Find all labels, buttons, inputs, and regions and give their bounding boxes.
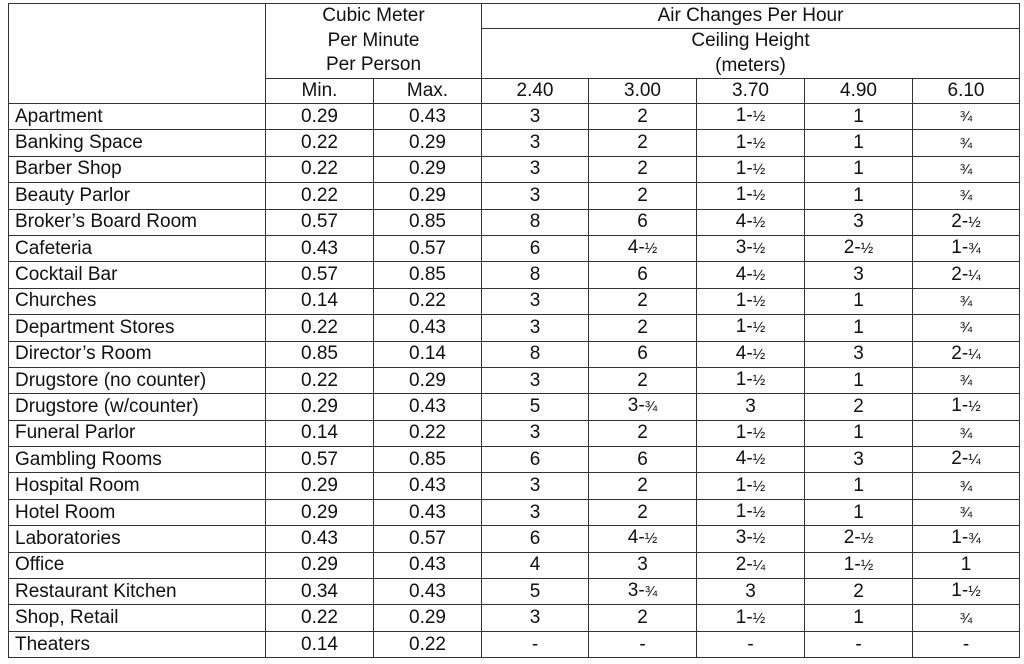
table-row xyxy=(9,473,1020,499)
min-cfm-cell: 0.22 xyxy=(266,367,374,393)
height-header: 2.40 xyxy=(482,79,589,104)
ach-cell: 1 xyxy=(913,552,1020,578)
space-type-cell: Department Stores xyxy=(9,315,266,341)
ach-cell: ¾ xyxy=(913,605,1020,631)
space-type-cell: Funeral Parlor xyxy=(9,420,266,446)
max-cfm-cell: 0.43 xyxy=(374,552,482,578)
ach-cell: 2 xyxy=(589,499,697,525)
space-type-cell: Banking Space xyxy=(9,130,266,156)
ach-cell: 2 xyxy=(805,394,913,420)
min-cfm-cell: 0.43 xyxy=(266,526,374,552)
ach-cell: ¾ xyxy=(913,104,1020,130)
ach-cell: 8 xyxy=(482,262,589,288)
ach-cell: 3 xyxy=(482,605,589,631)
ach-cell: ¾ xyxy=(913,288,1020,314)
min-cfm-cell: 0.14 xyxy=(266,631,374,657)
ach-cell: 2 xyxy=(589,104,697,130)
ach-cell: 3 xyxy=(482,367,589,393)
min-cfm-cell: 0.57 xyxy=(266,447,374,473)
max-cfm-cell: 0.43 xyxy=(374,499,482,525)
ach-cell: 1-½ xyxy=(697,288,805,314)
ach-cell: 2-¼ xyxy=(913,262,1020,288)
max-cfm-cell: 0.43 xyxy=(374,315,482,341)
ach-cell: 1 xyxy=(805,156,913,182)
ach-cell: 2 xyxy=(805,579,913,605)
max-cfm-cell: 0.43 xyxy=(374,579,482,605)
table-row xyxy=(9,605,1020,631)
ach-cell: 1-½ xyxy=(697,104,805,130)
ach-cell: 3 xyxy=(482,183,589,209)
min-cfm-cell: 0.57 xyxy=(266,209,374,235)
table-header xyxy=(9,4,1020,104)
space-type-cell: Beauty Parlor xyxy=(9,183,266,209)
table-row xyxy=(9,579,1020,605)
min-cfm-cell: 0.57 xyxy=(266,262,374,288)
min-cfm-cell: 0.29 xyxy=(266,473,374,499)
ach-cell: 3-¾ xyxy=(589,394,697,420)
max-cfm-cell: 0.14 xyxy=(374,341,482,367)
space-type-cell: Director’s Room xyxy=(9,341,266,367)
ach-cell: 2-½ xyxy=(805,235,913,261)
ach-cell: 3 xyxy=(805,447,913,473)
ach-cell: 3 xyxy=(482,473,589,499)
ach-cell: 6 xyxy=(589,447,697,473)
ach-cell: 2-½ xyxy=(805,526,913,552)
max-cfm-cell: 0.43 xyxy=(374,104,482,130)
ach-cell: 2 xyxy=(589,315,697,341)
ach-cell: 5 xyxy=(482,394,589,420)
max-cfm-cell: 0.29 xyxy=(374,183,482,209)
table-row xyxy=(9,420,1020,446)
min-cfm-cell: 0.29 xyxy=(266,552,374,578)
ach-cell: 1-½ xyxy=(697,605,805,631)
space-type-cell: Hospital Room xyxy=(9,473,266,499)
ach-cell: 2-½ xyxy=(913,209,1020,235)
ach-cell: 2 xyxy=(589,367,697,393)
ach-cell: - xyxy=(805,631,913,657)
ach-cell: 1-¾ xyxy=(913,235,1020,261)
ach-cell: 3 xyxy=(589,552,697,578)
ach-cell: 3-½ xyxy=(697,526,805,552)
min-cfm-cell: 0.22 xyxy=(266,605,374,631)
table-row xyxy=(9,130,1020,156)
min-cfm-cell: 0.14 xyxy=(266,288,374,314)
max-header: Max. xyxy=(374,79,482,104)
ach-cell: 1 xyxy=(805,605,913,631)
ach-cell: - xyxy=(482,631,589,657)
min-header: Min. xyxy=(266,79,374,104)
air-changes-table xyxy=(8,3,1020,658)
ach-cell: 3 xyxy=(482,156,589,182)
max-cfm-cell: 0.85 xyxy=(374,209,482,235)
table-body xyxy=(9,104,1020,658)
ach-cell: 2 xyxy=(589,420,697,446)
table-row xyxy=(9,104,1020,130)
max-cfm-cell: 0.22 xyxy=(374,631,482,657)
ach-cell: ¾ xyxy=(913,183,1020,209)
ach-cell: 4 xyxy=(482,552,589,578)
ach-cell: 1-½ xyxy=(697,156,805,182)
ach-cell: 1-½ xyxy=(697,130,805,156)
space-type-cell: Laboratories xyxy=(9,526,266,552)
min-cfm-cell: 0.85 xyxy=(266,341,374,367)
ach-cell: 2-¼ xyxy=(913,447,1020,473)
table-row xyxy=(9,526,1020,552)
max-cfm-cell: 0.29 xyxy=(374,605,482,631)
table-row xyxy=(9,499,1020,525)
ach-cell: 2 xyxy=(589,473,697,499)
ach-cell: 2-¼ xyxy=(697,552,805,578)
space-type-cell: Theaters xyxy=(9,631,266,657)
ach-cell: ¾ xyxy=(913,315,1020,341)
ach-cell: 4-½ xyxy=(697,341,805,367)
max-cfm-cell: 0.85 xyxy=(374,447,482,473)
ach-cell: 3-¾ xyxy=(589,579,697,605)
ach-cell: 4-½ xyxy=(697,209,805,235)
ach-cell: 2 xyxy=(589,288,697,314)
ach-cell: 3 xyxy=(482,315,589,341)
table-row xyxy=(9,288,1020,314)
space-type-cell: Cafeteria xyxy=(9,235,266,261)
ach-cell: 4-½ xyxy=(589,526,697,552)
space-type-cell: Apartment xyxy=(9,104,266,130)
max-cfm-cell: 0.29 xyxy=(374,156,482,182)
space-type-cell: Drugstore (no counter) xyxy=(9,367,266,393)
ach-cell: 3 xyxy=(482,104,589,130)
ach-cell: 1 xyxy=(805,315,913,341)
min-cfm-cell: 0.29 xyxy=(266,499,374,525)
ach-cell: 1-¾ xyxy=(913,526,1020,552)
ach-cell: 3 xyxy=(697,394,805,420)
min-cfm-cell: 0.22 xyxy=(266,183,374,209)
ach-cell: 1-½ xyxy=(697,420,805,446)
ach-cell: 2 xyxy=(589,605,697,631)
space-type-cell: Cocktail Bar xyxy=(9,262,266,288)
max-cfm-cell: 0.29 xyxy=(374,367,482,393)
max-cfm-cell: 0.29 xyxy=(374,130,482,156)
ach-cell: 1 xyxy=(805,499,913,525)
min-cfm-cell: 0.22 xyxy=(266,130,374,156)
ach-cell: 6 xyxy=(482,447,589,473)
ach-cell: 1 xyxy=(805,130,913,156)
space-type-cell: Shop, Retail xyxy=(9,605,266,631)
ach-cell: 1 xyxy=(805,288,913,314)
ach-cell: 4-½ xyxy=(697,447,805,473)
ach-cell: 3 xyxy=(805,262,913,288)
ach-cell: 1 xyxy=(805,420,913,446)
max-cfm-cell: 0.43 xyxy=(374,473,482,499)
air-changes-header: Air Changes Per Hour xyxy=(482,4,1020,29)
ach-cell: 3 xyxy=(482,288,589,314)
ach-cell: 3 xyxy=(482,420,589,446)
table-row xyxy=(9,341,1020,367)
ach-cell: 5 xyxy=(482,579,589,605)
cubic-meter-header: Cubic Meter Per Minute Per Person xyxy=(266,4,482,79)
ach-cell: 4-½ xyxy=(589,235,697,261)
ceiling-height-header: Ceiling Height (meters) xyxy=(482,29,1020,79)
table-row xyxy=(9,262,1020,288)
table-row xyxy=(9,235,1020,261)
ach-cell: 1-½ xyxy=(697,499,805,525)
min-cfm-cell: 0.14 xyxy=(266,420,374,446)
space-type-cell: Restaurant Kitchen xyxy=(9,579,266,605)
ach-cell: - xyxy=(697,631,805,657)
ach-cell: 1-½ xyxy=(913,579,1020,605)
ach-cell: 1-½ xyxy=(697,367,805,393)
table-row xyxy=(9,631,1020,657)
ach-cell: 8 xyxy=(482,341,589,367)
ach-cell: - xyxy=(913,631,1020,657)
space-type-cell: Hotel Room xyxy=(9,499,266,525)
ach-cell: - xyxy=(589,631,697,657)
table-row xyxy=(9,156,1020,182)
min-cfm-cell: 0.22 xyxy=(266,156,374,182)
ach-cell: 1-½ xyxy=(697,473,805,499)
ach-cell: 1 xyxy=(805,367,913,393)
ach-cell: ¾ xyxy=(913,156,1020,182)
table-row xyxy=(9,209,1020,235)
ach-cell: 2 xyxy=(589,183,697,209)
min-cfm-cell: 0.22 xyxy=(266,315,374,341)
max-cfm-cell: 0.22 xyxy=(374,420,482,446)
max-cfm-cell: 0.22 xyxy=(374,288,482,314)
ach-cell: 2-¼ xyxy=(913,341,1020,367)
min-cfm-cell: 0.43 xyxy=(266,235,374,261)
ach-cell: 6 xyxy=(589,209,697,235)
ach-cell: ¾ xyxy=(913,499,1020,525)
max-cfm-cell: 0.43 xyxy=(374,394,482,420)
ach-cell: ¾ xyxy=(913,130,1020,156)
space-type-cell: Broker’s Board Room xyxy=(9,209,266,235)
ach-cell: 1-½ xyxy=(805,552,913,578)
ach-cell: 3 xyxy=(697,579,805,605)
table-row xyxy=(9,447,1020,473)
height-header: 3.00 xyxy=(589,79,697,104)
ach-cell: 6 xyxy=(482,526,589,552)
min-cfm-cell: 0.29 xyxy=(266,104,374,130)
table-row xyxy=(9,394,1020,420)
table-row xyxy=(9,315,1020,341)
ach-cell: 1-½ xyxy=(697,183,805,209)
ach-cell: ¾ xyxy=(913,367,1020,393)
ach-cell: 1 xyxy=(805,183,913,209)
ach-cell: 2 xyxy=(589,130,697,156)
header-blank-cell xyxy=(9,4,266,104)
ach-cell: 3 xyxy=(805,209,913,235)
min-cfm-cell: 0.29 xyxy=(266,394,374,420)
ach-cell: 1-½ xyxy=(697,315,805,341)
table-row xyxy=(9,367,1020,393)
ach-cell: 8 xyxy=(482,209,589,235)
ach-cell: 1 xyxy=(805,104,913,130)
space-type-cell: Drugstore (w/counter) xyxy=(9,394,266,420)
ach-cell: 2 xyxy=(589,156,697,182)
ach-cell: 6 xyxy=(589,262,697,288)
space-type-cell: Office xyxy=(9,552,266,578)
height-header: 3.70 xyxy=(697,79,805,104)
table-row xyxy=(9,552,1020,578)
ach-cell: 1 xyxy=(805,473,913,499)
ach-cell: ¾ xyxy=(913,473,1020,499)
space-type-cell: Churches xyxy=(9,288,266,314)
table-row xyxy=(9,183,1020,209)
ach-cell: 3 xyxy=(805,341,913,367)
ach-cell: 3 xyxy=(482,130,589,156)
height-header: 6.10 xyxy=(913,79,1020,104)
ach-cell: 3 xyxy=(482,499,589,525)
ach-cell: 6 xyxy=(482,235,589,261)
ach-cell: 4-½ xyxy=(697,262,805,288)
height-header: 4.90 xyxy=(805,79,913,104)
ach-cell: 6 xyxy=(589,341,697,367)
ach-cell: 3-½ xyxy=(697,235,805,261)
ach-cell: 1-½ xyxy=(913,394,1020,420)
ach-cell: ¾ xyxy=(913,420,1020,446)
max-cfm-cell: 0.85 xyxy=(374,262,482,288)
space-type-cell: Gambling Rooms xyxy=(9,447,266,473)
max-cfm-cell: 0.57 xyxy=(374,235,482,261)
min-cfm-cell: 0.34 xyxy=(266,579,374,605)
max-cfm-cell: 0.57 xyxy=(374,526,482,552)
space-type-cell: Barber Shop xyxy=(9,156,266,182)
